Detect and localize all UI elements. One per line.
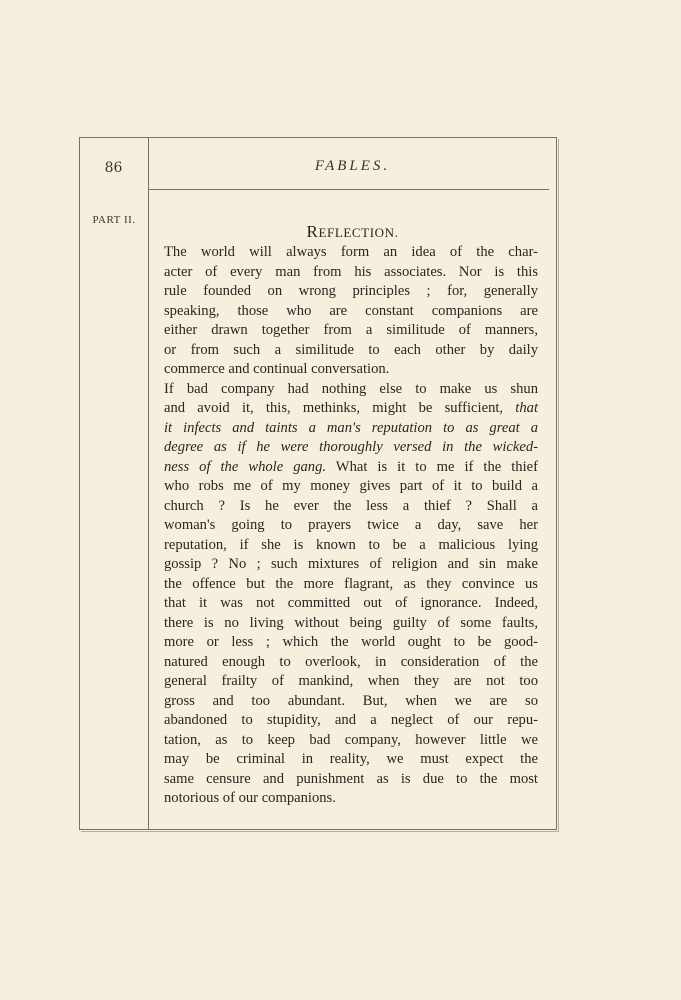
text-line [164, 731, 538, 751]
section-heading [148, 222, 557, 242]
text-line [164, 263, 538, 283]
line-text: who robs me of my money gives part of it to build a [164, 478, 538, 494]
line-text: tation, as to keep bad company, however little we [164, 731, 538, 748]
text-line [164, 497, 538, 517]
line-text: abandoned to stupidity, and a neglect of our repu- [164, 712, 538, 728]
text-line [164, 653, 538, 673]
text-line [164, 672, 538, 692]
line-italic-text: degree as if he were thoroughly versed in the wicked- [164, 439, 538, 455]
text-line [164, 321, 538, 341]
text-line [164, 360, 538, 380]
line-text: notorious of our companions. [164, 790, 336, 806]
line-text: more or less ; which the world ought to be good- [164, 634, 538, 650]
text-line [164, 419, 538, 439]
line-text: either drawn together from a similitude of manners, [164, 322, 538, 338]
text-line [164, 458, 538, 478]
text-line [164, 282, 538, 302]
line-text: may be criminal in reality, we must expect the [164, 751, 538, 767]
line-text: commerce and continual conversation. [164, 361, 390, 377]
line-text: or from such a similitude to each other by daily [164, 341, 538, 358]
text-line [164, 594, 538, 614]
line-text: the offence but the more flagrant, as they convince us [164, 575, 538, 592]
page-number: 86 [104, 160, 123, 176]
text-line [164, 302, 538, 322]
line-text: that it was not committed out of ignorance. Indeed, [164, 595, 538, 611]
text-line [164, 438, 538, 458]
line-text: If bad company had nothing else to make us shun [164, 380, 538, 397]
text-line [164, 243, 538, 263]
text-line [164, 770, 538, 790]
body-text [164, 243, 538, 809]
text-line [164, 614, 538, 634]
text-line [164, 536, 538, 556]
line-text: and avoid it, this, methinks, might be sufficient, [164, 400, 516, 416]
text-line [164, 341, 538, 361]
text-line [164, 711, 538, 731]
text-line [164, 555, 538, 575]
text-line [164, 380, 538, 400]
line-text: gross and too abundant. But, when we are so [164, 692, 538, 709]
header-rule [148, 189, 549, 190]
line-italic-text: that [515, 400, 538, 416]
part-label: PART II. [92, 214, 136, 226]
line-text: speaking, those who are constant companions are [164, 302, 538, 319]
heading-rest: EFLECTION. [318, 225, 399, 240]
line-text-after: What is it to me if the thief [326, 458, 538, 475]
text-line [164, 692, 538, 712]
line-italic-text: it infects and taints a man's reputation to as great a [164, 419, 538, 436]
line-text: rule founded on wrong principles ; for, generally [164, 283, 538, 299]
line-text: general frailty of mankind, when they are not too [164, 673, 538, 689]
line-text: The world will always form an idea of the char- [164, 244, 538, 260]
text-line [164, 516, 538, 536]
line-text: reputation, if she is known to be a malicious lying [164, 536, 538, 553]
line-italic-text: ness of the whole gang. [164, 458, 327, 475]
running-title: FABLES. [314, 158, 391, 174]
line-text: there is no living without being guilty of some faults, [164, 614, 538, 631]
line-text: same censure and punishment as is due to the most [164, 770, 538, 787]
text-line [164, 633, 538, 653]
text-line [164, 399, 538, 419]
line-text: church ? Is he ever the less a thief ? Shall a [164, 497, 538, 514]
line-text: natured enough to overlook, in consideration of the [164, 653, 538, 670]
text-line [164, 477, 538, 497]
text-line [164, 789, 538, 809]
text-line [164, 575, 538, 595]
line-text: woman's going to prayers twice a day, save her [164, 517, 538, 533]
line-text: acter of every man from his associates. Nor is this [164, 263, 538, 280]
text-line [164, 750, 538, 770]
line-text: gossip ? No ; such mixtures of religion and sin make [164, 556, 538, 572]
heading-initial: R [306, 222, 319, 241]
